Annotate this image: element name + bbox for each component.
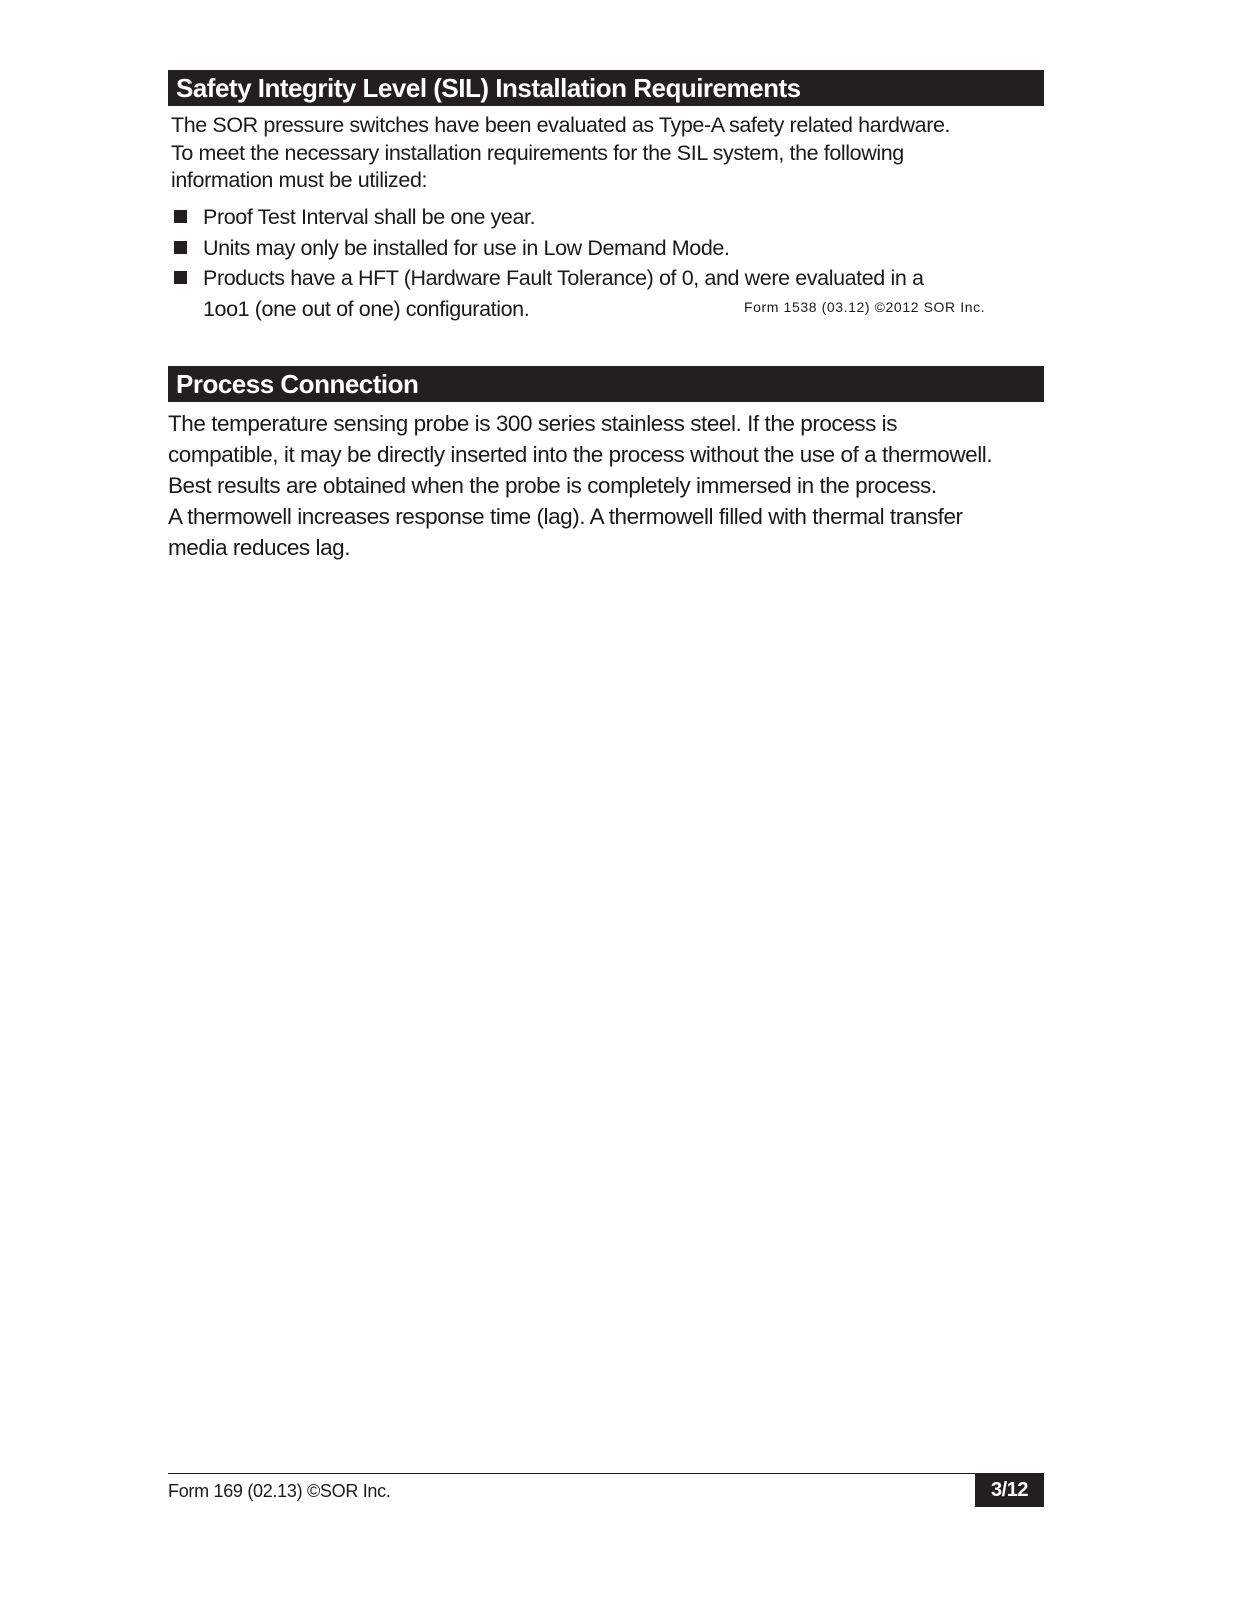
list-item-text: Units may only be installed for use in Low Demand Mode.	[203, 235, 730, 260]
body-line: The temperature sensing probe is 300 series stainless steel. If the process is	[168, 411, 898, 436]
sil-intro-line: The SOR pressure switches have been evaluated as Type-A safety related hardware.	[171, 113, 951, 137]
list-item-text: Products have a HFT (Hardware Fault Tolerance) of 0, and were evaluated in a	[203, 266, 924, 290]
square-bullet-icon	[174, 271, 187, 284]
sil-intro-line: information must be utilized:	[171, 168, 428, 192]
sil-intro-text	[171, 112, 1031, 195]
list-item-continuation: 1oo1 (one out of one) configuration.	[203, 296, 530, 321]
list-item	[172, 202, 1012, 233]
body-line: Best results are obtained when the probe is completely immersed in the process.	[168, 473, 937, 498]
sil-intro-line: To meet the necessary installation requirements for the SIL system, the following	[171, 140, 904, 165]
list-item	[172, 233, 1012, 264]
process-connection-heading: Process Connection	[168, 366, 1044, 402]
embedded-form-note: Form 1538 (03.12) ©2012 SOR Inc.	[744, 299, 986, 315]
footer-form-number: Form 169 (02.13) ©SOR Inc.	[168, 1481, 391, 1501]
body-line: compatible, it may be directly inserted into the process without the use of a thermowell.	[168, 442, 993, 467]
list-item-text: Proof Test Interval shall be one year.	[203, 205, 536, 229]
square-bullet-icon	[174, 241, 187, 254]
body-line: media reduces lag.	[168, 535, 351, 560]
footer-divider	[168, 1473, 1044, 1474]
process-connection-text	[168, 408, 1048, 563]
sil-section-heading: Safety Integrity Level (SIL) Installation Requirements	[168, 70, 1044, 106]
square-bullet-icon	[174, 210, 187, 223]
page-number-badge: 3/12	[975, 1474, 1044, 1507]
body-line: A thermowell increases response time (lag). A thermowell filled with thermal transfer	[168, 504, 963, 529]
